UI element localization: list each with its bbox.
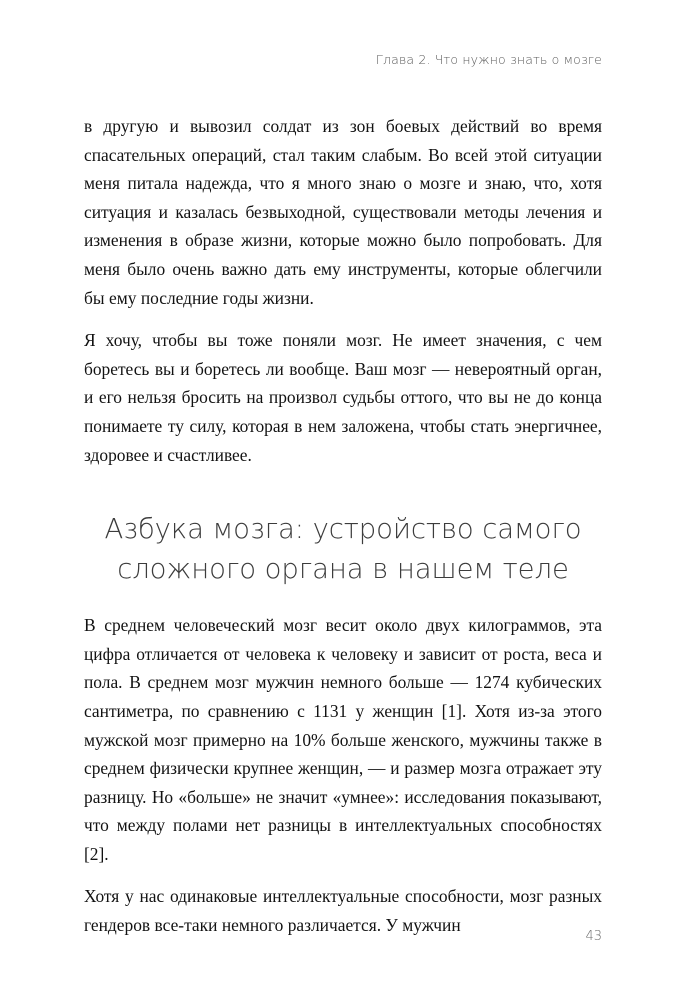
running-header: Глава 2. Что нужно знать о мозге xyxy=(375,52,602,67)
body-paragraph: В среднем человеческий мозг весит около двух килограммов, эта цифра отличается от человека к человеку и зависит от роста, веса и пола. В среднем мозг мужчин немного больше — 1274 кубических сантиметра, по сравнению с 1131 у женщин [1]. Хотя из-за этого мужской мозг примерно на 10% больше женского, мужчины также в среднем физически крупнее женщин, — и размер мозга отражает эту разницу. Но «больше» не значит «умнее»: исследования показывают, что между полами нет разницы в интеллектуальных способностях [2]. xyxy=(84,615,602,864)
text-column xyxy=(84,112,602,940)
body-paragraph: Хотя у нас одинаковые интеллектуальные способности, мозг разных гендеров все-таки немного различается. У мужчин xyxy=(84,886,602,936)
page-number: 43 xyxy=(585,929,602,944)
section-heading: Азбука мозга: устройство самого сложного органа в нашем теле xyxy=(104,513,582,586)
body-paragraph: Я хочу, чтобы вы тоже поняли мозг. Не имеет значения, с чем боретесь вы и боретесь ли вообще. Ваш мозг — невероятный орган, и его нельзя бросить на произвол судьбы оттого, что вы не до конца понимаете ту силу, которая в нем заложена, чтобы стать энергичнее, здоровее и счастливее. xyxy=(84,330,602,465)
body-paragraph: в другую и вывозил солдат из зон боевых действий во время спасательных операций, стал таким слабым. Во всей этой ситуации меня питала надежда, что я много знаю о мозге и знаю, что, хотя ситуация и казалась безвыходной, существовали методы лечения и изменения в образе жизни, которые можно было попробовать. Для меня было очень важно дать ему инструменты, которые облегчили бы ему последние годы жизни. xyxy=(84,116,602,308)
